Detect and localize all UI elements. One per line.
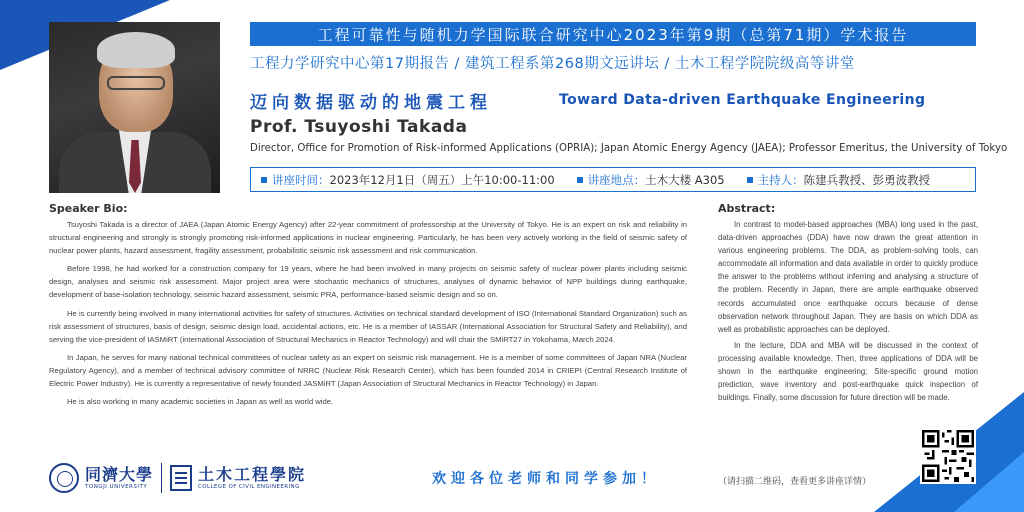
talk-title-cn: 迈向数据驱动的地震工程	[250, 93, 492, 113]
abstract-paragraph: In the lecture, DDA and MBA will be discussed in the context of processing available knowledge. Then, three applications of DDA will be shown in the earthquake engineering; Site-specific ground motion prediction, wave inventory and post-earthquake quick inspection of buildings. Finally, some discussion for future direction will be made.	[718, 340, 978, 403]
bio-heading: Speaker Bio:	[49, 202, 128, 215]
info-place-value: 土木大楼 A305	[645, 172, 725, 187]
bio-body	[49, 218, 687, 413]
cce-logo	[170, 465, 306, 491]
info-place-label: 讲座地点：	[587, 172, 646, 187]
bullet-square-icon	[261, 177, 267, 183]
abstract-paragraph: In contrast to model-based approaches (MBA) long used in the past, data-driven approaches (DDA) have now drawn the great attention in various engineering problems. The DDA, as problem-solving tools, can accommodate all information and data available in order to quickly produce the answer to the problems without inferring and analysing a structure of the problem. Recently in Japan, there are ample earthquake observed records accumulated once earthquake occurs because of dense observation network throughout Japan. They are basis on which DDA as well as probabilistic approaches can be deployed.	[718, 220, 978, 334]
info-place	[577, 172, 725, 188]
logo-divider	[161, 463, 162, 493]
bullet-square-icon	[747, 177, 753, 183]
speaker-name: Prof. Tsuyoshi Takada	[250, 117, 468, 137]
bio-paragraph: He is also working in many academic societies in Japan as well as world wide.	[67, 397, 334, 407]
bio-paragraph: Before 1998, he had worked for a construction company for 19 years, where he had been involved in many projects on seismic safety of nuclear power plants including seismic design, analyses and seismic risk assessment. Major project area were stochastic mechanics of structures, analyses of dynamic behavior of NPP buildings during earthquake, development of base-isolation technology, seismic hazard assessment, seismic PRA, performance-based seismic design and so on.	[49, 264, 687, 300]
abstract-heading: Abstract:	[718, 202, 776, 215]
bio-paragraph: He is currently being involved in many international activities for safety of structures. Activities on technical standard development of ISO (International Standard Organization) such as risk assessment of structures, basis of design, seismic design load, accidental actions, etc. He is a member of IASSAR (International Association for Structural Safety and Reliability), and serving the vice-president of IASMiRT (international Association of Structural Mechanics in Reactor Technology) and will chair the SMiRT27 in Yokohama, March 2024.	[49, 308, 688, 344]
lecture-info-bar	[250, 167, 976, 192]
qr-code-icon[interactable]	[920, 428, 976, 484]
abstract-body	[718, 218, 978, 407]
qr-note: （请扫描二维码，查看更多讲座详情）	[718, 477, 872, 487]
info-host-label: 主持人：	[757, 172, 804, 187]
info-time-value: 2023年12月1日（周五）上午10:00-11:00	[329, 172, 555, 187]
cce-logo-cn: 土木工程學院	[198, 465, 307, 484]
tongji-seal-icon	[49, 463, 79, 493]
info-time-label: 讲座时间：	[272, 172, 330, 187]
info-host	[747, 172, 931, 188]
tongji-logo-en: TONGJI UNIVERSITY	[85, 484, 148, 490]
info-host-value: 陈建兵教授、彭勇波教授	[803, 172, 931, 187]
header-banner	[250, 22, 976, 46]
speaker-affiliation: Director, Office for Promotion of Risk-informed Applications (OPRIA); Japan Atomic Energy Agency (JAEA); Professor Emeritus, the University of Tokyo	[250, 143, 1008, 154]
bio-paragraph: Tsuyoshi Takada is a director of JAEA (Japan Atomic Energy Agency) after 22-year commitment of professorship at the University of Tokyo. He is an expert on risk and reliability in structural engineering and strongly is strongly promoting risk-informed applications in nuclear engineering. Particularly, he has been very actively working in the field of seismic safety of nuclear power plants, hazard assessment, fragility assessment, probabilistic seismic risk assessment and risk communication.	[49, 220, 687, 256]
tongji-logo-cn: 同濟大學	[85, 465, 154, 484]
header-subtitle: 工程力学研究中心第17期报告 / 建筑工程系第268期文远讲坛 / 土木工程学院院级高等讲堂	[250, 56, 855, 72]
cce-logo-en: COLLEGE OF CIVIL ENGINEERING	[198, 484, 300, 490]
talk-title-en: Toward Data-driven Earthquake Engineering	[559, 92, 926, 108]
footer-logos	[49, 463, 306, 493]
info-time	[261, 172, 555, 188]
welcome-text: 欢迎各位老师和同学参加！	[432, 471, 660, 487]
cce-mark-icon	[170, 465, 192, 491]
bullet-square-icon	[577, 177, 583, 183]
header-banner-text: 工程可靠性与随机力学国际联合研究中心2023年第9期（总第71期）学术报告	[317, 25, 909, 44]
speaker-photo	[49, 22, 220, 193]
tongji-logo	[85, 466, 153, 490]
bio-paragraph: In Japan, he serves for many national technical committees of nuclear safety as an expert on seismic risk management. He is a member of some committees of Japan NRA (Nuclear Regulatory Agency), and a member of technical advisory committee of NRRC (Nuclear Risk Research Center), which has been founded 2014 in CRIEPI (Central Research Institute of Electric Power Industry). He is currently a representative of newly founded JASMiRT (Japan Association of Structural Mechanics in Reactor Technology) in Japan.	[49, 352, 687, 389]
